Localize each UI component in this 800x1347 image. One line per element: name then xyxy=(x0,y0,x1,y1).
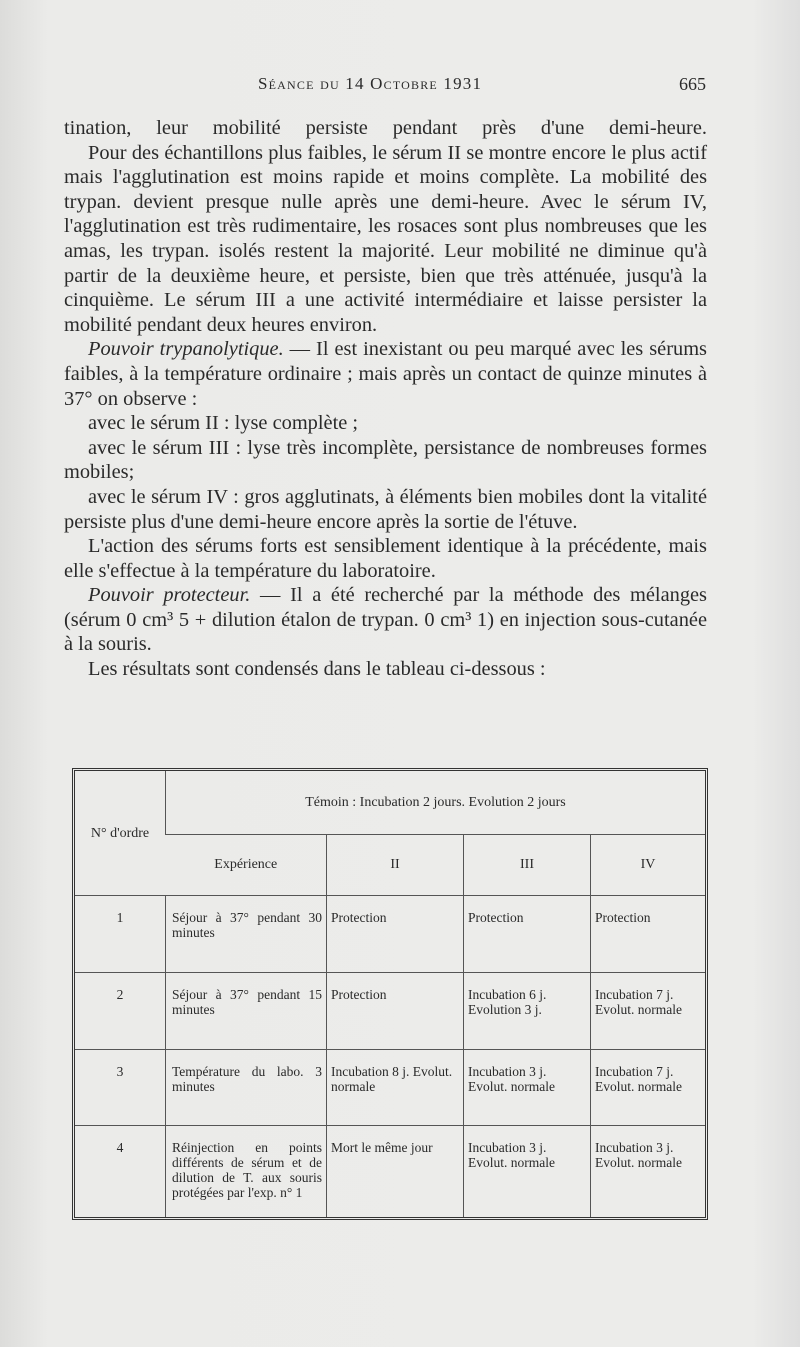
header-experience: Expérience xyxy=(166,834,327,896)
body-text xyxy=(64,116,707,682)
cell-serum-iii: Incubation 3 j. Evolut. normale xyxy=(464,1126,591,1217)
cell-number: 3 xyxy=(75,1049,166,1126)
paragraph-trypanolytic xyxy=(64,337,707,411)
subheading-trypanolytic: Pouvoir trypanolytique. xyxy=(88,338,284,361)
table-row xyxy=(75,896,705,973)
running-title: Séance du 14 Octobre 1931 xyxy=(258,74,483,93)
header-temoin: Témoin : Incubation 2 jours. Evolution 2 jours xyxy=(166,771,706,834)
table-row xyxy=(75,1126,705,1217)
paragraph-strong-sera: L'action des sérums forts est sensiblement identique à la précédente, mais elle s'effectue à la température du laboratoire. xyxy=(64,535,707,582)
cell-serum-iii: Protection xyxy=(464,896,591,973)
paragraph-table-intro: Les résultats sont condensés dans le tableau ci-dessous : xyxy=(88,658,546,681)
cell-number: 1 xyxy=(75,896,166,973)
paragraph-protective xyxy=(64,583,707,657)
page-number: 665 xyxy=(679,74,706,94)
table-row xyxy=(75,1049,705,1126)
cell-serum-ii: Mort le même jour xyxy=(327,1126,464,1217)
protective-text: — Il a été recherché par la méthode des mélanges (sérum 0 cm³ 5 + dilution étalon de trypan. 0 cm³ 1) en injection sous-cutanée à la souris. xyxy=(64,584,707,656)
table-column-headers xyxy=(75,834,705,896)
header-serum-iv: IV xyxy=(591,834,706,896)
cell-serum-iv: Protection xyxy=(591,896,706,973)
cell-serum-ii: Protection xyxy=(327,972,464,1049)
cell-serum-iv: Incubation 7 j. Evolut. normale xyxy=(591,1049,706,1126)
paragraph-continuation: tination, leur mobilité persiste pendant près d'une demi-heure. xyxy=(64,117,707,139)
trypanolytic-text: — Il est inexistant ou peu marqué avec les sérums faibles, à la température ordinaire ; mais après un contact de quinze minutes à 37° on observe : xyxy=(64,338,707,410)
cell-serum-ii: Protection xyxy=(327,896,464,973)
cell-experience: Séjour à 37° pendant 15 minutes xyxy=(166,972,327,1049)
cell-serum-ii: Incubation 8 j. Evolut. normale xyxy=(327,1049,464,1126)
header-serum-iii: III xyxy=(464,834,591,896)
subheading-protective: Pouvoir protecteur. xyxy=(88,584,251,607)
cell-experience: Réinjection en points différents de sérum et de dilution de T. aux souris protégées par l'exp. n° 1 xyxy=(166,1126,327,1217)
result-serum-ii: avec le sérum II : lyse complète ; xyxy=(88,412,359,435)
table-temoin-row xyxy=(75,771,705,834)
cell-experience: Séjour à 37° pendant 30 minutes xyxy=(166,896,327,973)
paragraph-weak-samples: Pour des échantillons plus faibles, le sérum II se montre encore le plus actif mais l'agglutination est moins rapide et moins complète. La mobilité des trypan. devient presque nulle après une demi-heure. Avec le sérum IV, l'agglutination est très rudimentaire, les rosaces sont plus nombreuses que les amas, les trypan. isolés restent la majorité. Leur mobilité ne diminue qu'à partir de la deuxième heure, et persiste, bien que très atténuée, jusqu'à la cinquième. Le sérum III a une activité intermédiaire et laisse persister la mobilité pendant deux heures environ. xyxy=(64,141,707,336)
cell-number: 4 xyxy=(116,1140,124,1156)
result-serum-iv: avec le sérum IV : gros agglutinats, à éléments bien mobiles dont la vitalité persiste plus d'une demi-heure encore après la sortie de l'étuve. xyxy=(64,485,707,533)
table-row xyxy=(75,972,705,1049)
cell-experience: Température du labo. 3 minutes xyxy=(166,1049,327,1126)
results-table xyxy=(72,768,708,1220)
cell-serum-iv: Incubation 3 j. Evolut. normale xyxy=(591,1126,706,1217)
header-serum-ii: II xyxy=(327,834,464,896)
cell-number: 2 xyxy=(75,972,166,1049)
result-serum-iii: avec le sérum III : lyse très incomplète, persistance de nombreuses formes mobiles; xyxy=(64,436,707,484)
page-header xyxy=(0,74,800,100)
cell-serum-iii: Incubation 6 j. Evolution 3 j. xyxy=(464,972,591,1049)
cell-serum-iv: Incubation 7 j. Evolut. normale xyxy=(591,972,706,1049)
header-ordre: N° d'ordre xyxy=(75,771,166,896)
cell-serum-iii: Incubation 3 j. Evolut. normale xyxy=(464,1049,591,1126)
